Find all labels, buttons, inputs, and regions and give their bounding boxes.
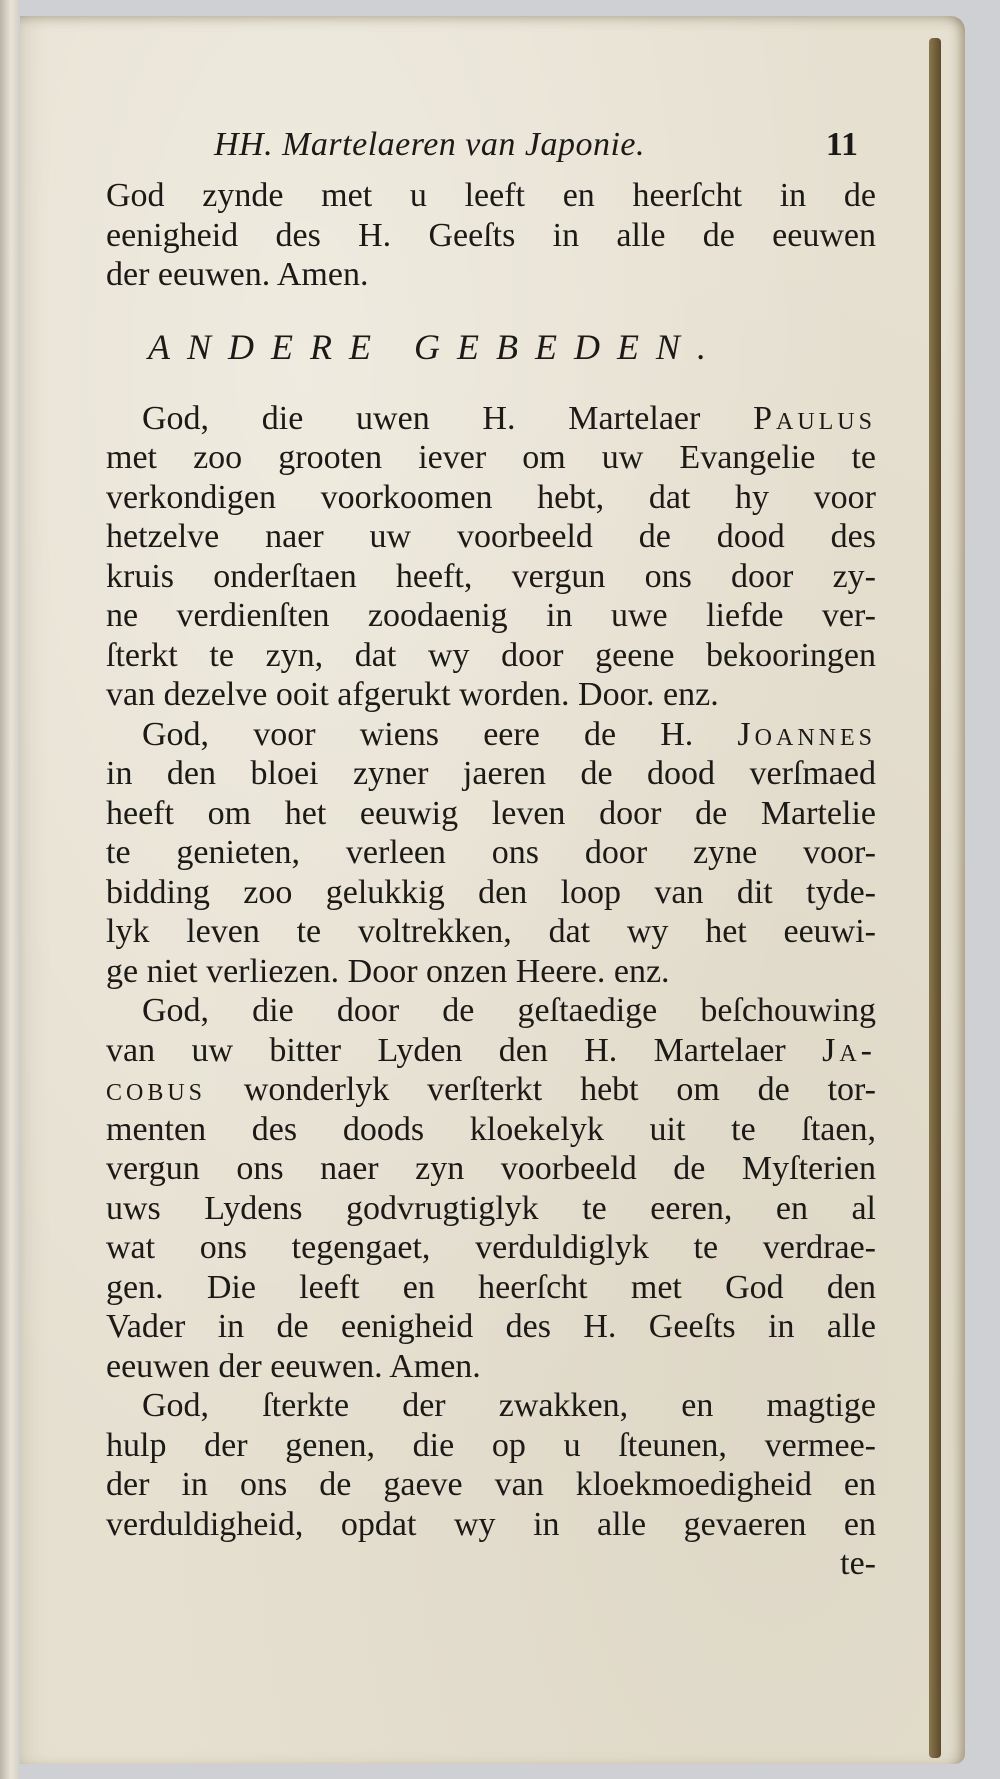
text-line [106,991,876,1031]
line-text: van uw bitter Lyden den H. Martelaer [106,1031,823,1069]
prayer-paragraph [106,715,876,992]
line-text: in den bloei zyner jaeren de dood verſmaed [106,755,876,792]
text-line [106,1307,876,1347]
line-text: gen. Die leeft en heerſcht met God den [106,1268,876,1306]
text-line [106,675,876,715]
line-text: wonderlyk verſterkt hebt om de tor- [206,1071,876,1108]
text-line: der eeuwen. Amen. [106,256,369,293]
line-text: met zoo grooten iever om uw Evangelie te [106,439,876,476]
section-heading: ANDERE GEBEDEN. [148,326,723,367]
line-text: hulp der genen, die op u ſteunen, vermee- [106,1426,876,1464]
line-text: menten des doods kloekelyk uit te ſtaen, [106,1110,876,1148]
text-line [106,912,876,952]
text-line [106,952,876,992]
text-line [106,1386,876,1426]
prayers-container [106,399,876,1545]
text-line [106,438,876,478]
text-line [106,1465,876,1505]
line-text: ſterkt te zyn, dat wy door geene bekooringen [106,636,876,674]
text-line [106,833,876,873]
text-line [106,1505,876,1545]
text-line [106,1426,876,1466]
line-text: God, voor wiens eere de H. [142,715,738,753]
line-text: heeft om het eeuwig leven door de Martelie [106,794,876,832]
text-line [106,1070,876,1110]
line-text: verkondigen voorkoomen hebt, dat hy voor [106,478,876,516]
line-text: lyk leven te voltrekken, dat wy het eeuwi- [106,913,876,950]
text-line [106,1268,876,1308]
text-line [106,1189,876,1229]
text-block [106,126,876,1584]
adjacent-page-edge [0,0,18,1779]
line-text: der in ons de gaeve van kloekmoedigheid en [106,1466,876,1503]
opening-paragraph [106,176,876,295]
line-text: eeuwen der eeuwen. Amen. [106,1347,481,1385]
line-text: God, die door de geſtaedige beſchouwing [142,992,876,1029]
text-line [106,399,876,439]
text-line [106,557,876,597]
line-text: ge niet verliezen. Door onzen Heere. enz. [106,952,670,990]
line-text: kruis onderſtaen heeft, vergun ons door zy- [106,557,876,595]
line-text: ne verdienſten zoodaenig in uwe liefde ver- [106,597,876,634]
saint-name: Ja- [822,1031,876,1069]
line-text: God, die uwen H. Martelaer [142,399,754,437]
saint-name: cobus [106,1071,207,1108]
line-text: uws Lydens godvrugtiglyk te eeren, en al [106,1189,876,1227]
text-line [106,1031,876,1071]
text-line [106,794,876,834]
text-line [106,1149,876,1189]
page-number: 11 [825,126,858,163]
line-text: van dezelve ooit afgerukt worden. Door. enz. [106,676,719,713]
line-text: vergun ons naer zyn voorbeeld de Myſterien [106,1150,876,1187]
text-line [106,636,876,676]
text-line [106,1228,876,1268]
text-line [106,1347,876,1387]
saint-name: Joannes [737,715,876,753]
saint-name: Paulus [753,399,876,437]
line-text: te genieten, verleen ons door zyne voor- [106,834,876,871]
line-text: wat ons tegengaet, verduldiglyk te verdrae- [106,1229,876,1266]
line-text: verduldigheid, opdat wy in alle gevaeren en [106,1505,876,1543]
running-head [106,126,876,176]
text-line: eenigheid des H. Geeſts in alle de eeuwen [106,216,876,254]
line-text: bidding zoo gelukkig den loop van dit tyde- [106,873,876,911]
prayer-paragraph [106,1386,876,1544]
line-text: Vader in de eenigheid des H. Geeſts in alle [106,1308,876,1345]
line-text: God, ſterkte der zwakken, en magtige [142,1387,876,1424]
text-line: God zynde met u leeft en heerſcht in de [106,177,876,214]
line-text: hetzelve naer uw voorbeeld de dood des [106,518,876,555]
prayer-paragraph [106,991,876,1386]
text-line [106,1110,876,1150]
text-line [106,478,876,518]
prayer-paragraph [106,399,876,715]
book-page [20,16,965,1764]
catchword: te- [840,1545,876,1582]
text-line [106,596,876,636]
page-fore-edge [929,38,941,1758]
text-line [106,873,876,913]
text-line [106,715,876,755]
text-line [106,517,876,557]
running-title: HH. Martelaeren van Japonie. [214,126,646,163]
text-line [106,754,876,794]
